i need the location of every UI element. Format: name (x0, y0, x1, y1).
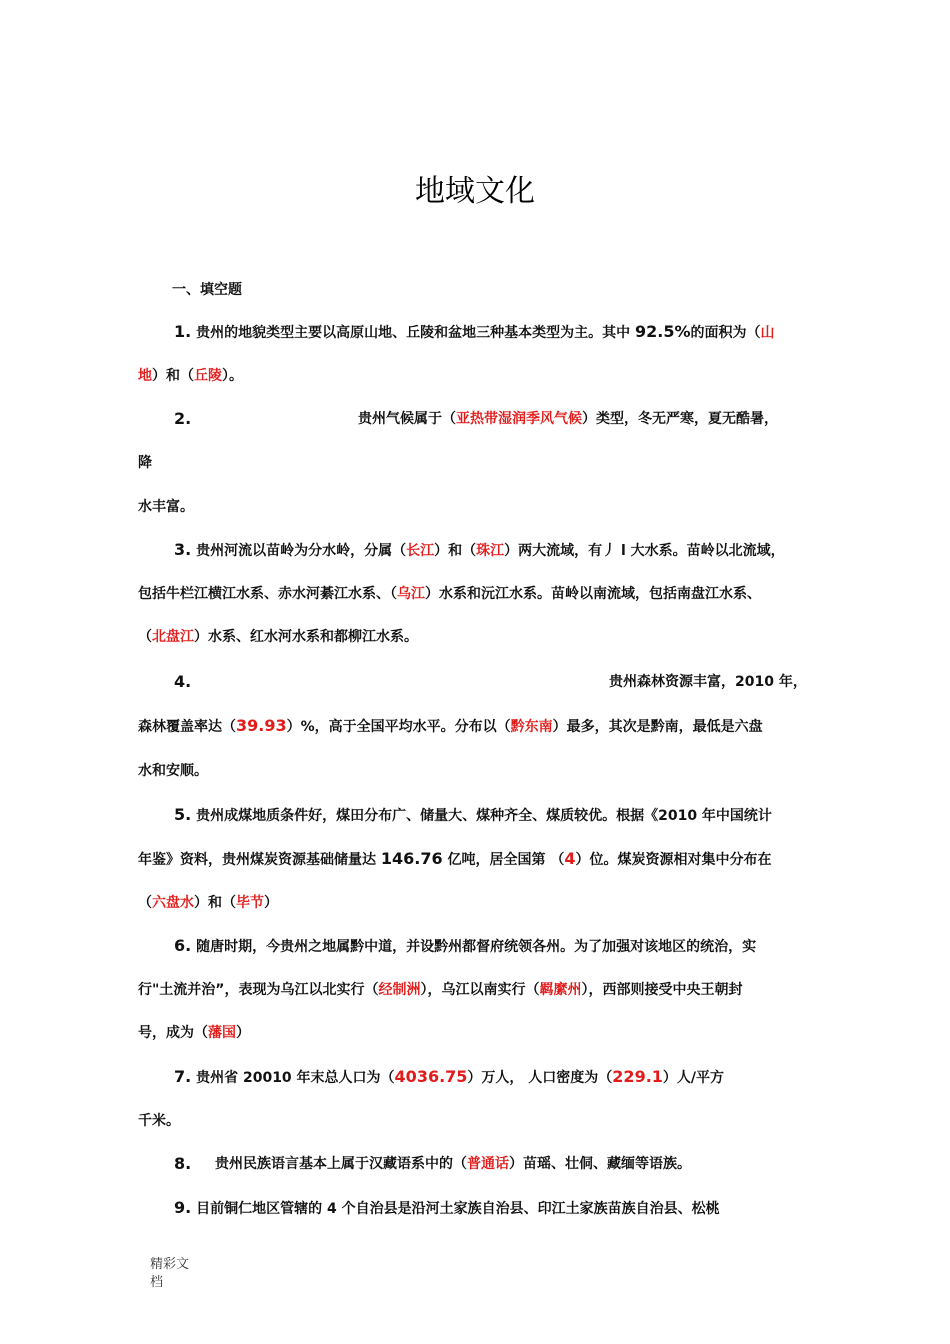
q6-line-3: 号，成为（藩国） (138, 1025, 250, 1041)
answer: 39.93 (236, 716, 287, 735)
answer: 珠江 (476, 543, 505, 559)
q1-line-2: 地）和（丘陵）。 (138, 368, 243, 384)
q9-line-1: 9. 目前铜仁地区管辖的 4 个自治县是沿河土家族自治县、印江土家族苗族自治县、松桃 (174, 1198, 720, 1217)
answer: 黔东南 (510, 719, 553, 735)
q2-line-1: 贵州气候属于（亚热带湿润季风气候）类型，冬无严寒，夏无酷暑， (358, 411, 778, 427)
answer: 4036.75 (394, 1067, 468, 1086)
q5-line-2: 年鉴》资料，贵州煤炭资源基础储量达 146.76 亿吨，居全国第 （4）位。煤炭资源相对集中分布在 (138, 849, 772, 868)
q4-line-1: 贵州森林资源丰富，2010 年， (609, 674, 807, 690)
q4-number: 4. (174, 672, 192, 691)
page-footer: 精彩文档 (150, 1257, 190, 1290)
q2-line-3: 水丰富。 (138, 499, 194, 515)
answer: 毕节 (236, 895, 264, 911)
q8-number: 8. (174, 1154, 192, 1173)
q3-line-2: 包括牛栏江横江水系、赤水河綦江水系、（乌江）水系和沅江水系。苗岭以南流域，包括南盘江水系、 (138, 586, 761, 602)
q6-line-1: 6. 随唐时期，今贵州之地属黔中道，并设黔州都督府统领各州。为了加强对该地区的统治，实 (174, 936, 757, 955)
answer: 亚热带湿润季风气候 (456, 411, 582, 427)
q2-number: 2. (174, 409, 192, 428)
section-heading: 一、填空题 (172, 282, 242, 298)
answer: 山 (760, 325, 775, 341)
answer: 经制洲 (378, 982, 421, 998)
answer: 六盘水 (152, 895, 194, 911)
q3-line-1: 3. 贵州河流以苗岭为分水岭，分属（长江）和（珠江）两大流域，有丿 l 大水系。苗岭以北流域， (174, 540, 785, 559)
q1-number: 1. (174, 322, 192, 341)
answer: 藩国 (208, 1025, 236, 1041)
q5-line-1: 5. 贵州成煤地质条件好，煤田分布广、储量大、煤种齐全、煤质较优。根据《2010 年中国统计 (174, 805, 772, 824)
q7-line-1: 7. 贵州省 20010 年末总人口为（4036.75）万人， 人口密度为（229.1）人/平方 (174, 1067, 725, 1086)
answer: 4 (564, 849, 576, 868)
answer: 长江 (406, 543, 435, 559)
document-title: 地域文化 (415, 174, 535, 209)
answer: 229.1 (612, 1067, 663, 1086)
q7-line-2: 千米。 (138, 1113, 180, 1129)
q2-line-2: 降 (138, 455, 152, 471)
answer: 乌江 (397, 586, 425, 602)
answer: 北盘江 (152, 629, 194, 645)
answer: 丘陵 (194, 368, 222, 384)
q8-line-1: 贵州民族语言基本上属于汉藏语系中的（普通话）苗瑶、壮侗、藏缅等语族。 (215, 1156, 691, 1172)
answer: 普通话 (467, 1156, 509, 1172)
q5-line-3: （六盘水）和（毕节） (138, 895, 278, 911)
q6-line-2: 行"土流并治”，表现为乌江以北实行（经制洲），乌江以南实行（羁縻州），西部则接受中央王朝封 (138, 982, 743, 998)
q3-line-3: （北盘江）水系、红水河水系和都柳江水系。 (138, 629, 418, 645)
q4-line-3: 水和安顺。 (138, 763, 208, 779)
answer: 羁縻州 (539, 982, 582, 998)
q4-line-2: 森林覆盖率达（39.93）%，高于全国平均水平。分布以（黔东南）最多，其次是黔南，最低是六盘 (138, 716, 763, 735)
answer: 地 (138, 368, 152, 384)
q1-line-1: 1. 贵州的地貌类型主要以高原山地、丘陵和盆地三种基本类型为主。其中 92.5%的面积为（山 (174, 322, 775, 341)
